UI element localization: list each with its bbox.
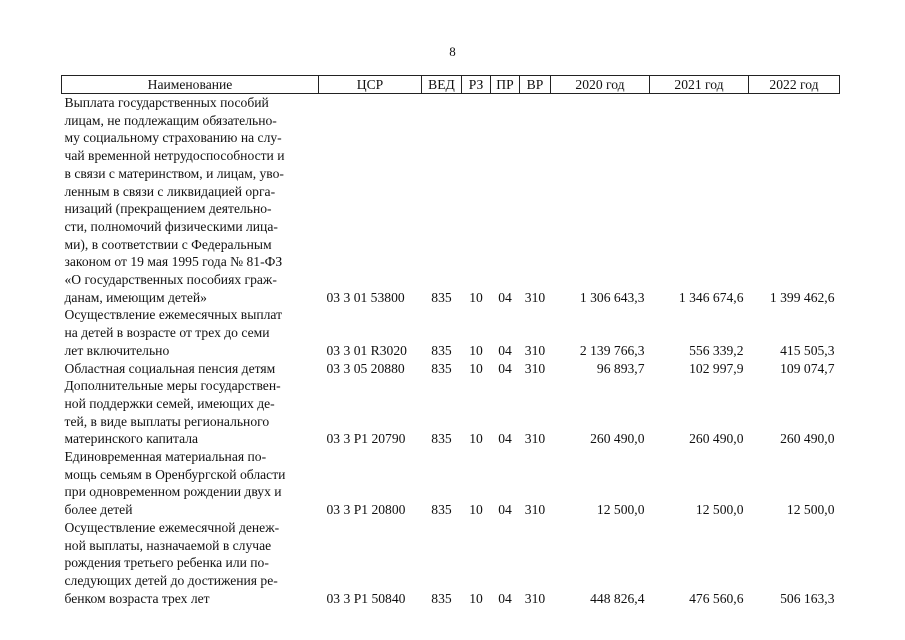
row-name xyxy=(62,306,319,359)
header-csr: ЦСР xyxy=(319,76,422,94)
row-value-2022: 506 163,3 xyxy=(780,590,835,606)
row-vr: 310 xyxy=(524,590,546,606)
table-row xyxy=(62,519,840,608)
table-row xyxy=(62,306,840,359)
header-2021: 2021 год xyxy=(650,76,749,94)
table-row xyxy=(62,377,840,448)
header-name: Наименование xyxy=(62,76,319,94)
row-value-2020: 448 826,4 xyxy=(590,590,645,606)
row-rz: 10 xyxy=(469,360,483,376)
row-name-line: низаций (прекращением деятельно- xyxy=(64,201,272,217)
table-body xyxy=(62,94,840,608)
row-value-2022: 109 074,7 xyxy=(780,360,835,376)
row-value-2020: 2 139 766,3 xyxy=(579,342,645,358)
row-name-line: Дополнительные меры государствен- xyxy=(64,378,281,394)
row-vr: 310 xyxy=(524,431,546,447)
row-csr: 03 3 01 53800 xyxy=(326,289,405,305)
row-name xyxy=(62,377,319,448)
header-2022: 2022 год xyxy=(749,76,840,94)
header-ved: ВЕД xyxy=(422,76,462,94)
row-name-line: при одновременном рождении двух и xyxy=(64,484,282,500)
budget-table xyxy=(61,75,840,607)
table-header xyxy=(62,76,840,94)
row-value-2022: 260 490,0 xyxy=(780,431,835,447)
row-rz: 10 xyxy=(469,289,483,305)
row-csr: 03 3 01 R3020 xyxy=(326,342,407,358)
row-value-2020: 260 490,0 xyxy=(590,431,645,447)
row-value-2020: 96 893,7 xyxy=(596,360,645,376)
row-vr: 310 xyxy=(524,342,546,358)
row-name-line: бенком возраста трех лет xyxy=(64,590,210,606)
row-name-line: Областная социальная пенсия детям xyxy=(64,360,276,376)
row-value-2021: 476 560,6 xyxy=(689,590,744,606)
table-row xyxy=(62,360,840,378)
row-value-2020: 1 306 643,3 xyxy=(579,289,645,305)
row-pr: 04 xyxy=(498,342,512,358)
row-name-line: ной поддержки семей, имеющих де- xyxy=(64,395,275,411)
row-name-line: мощь семьям в Оренбургской области xyxy=(64,466,286,482)
row-ved: 835 xyxy=(431,342,452,358)
row-name-line: следующих детей до достижения ре- xyxy=(64,572,278,588)
row-value-2021: 260 490,0 xyxy=(689,431,744,447)
row-value-2021: 1 346 674,6 xyxy=(678,289,744,305)
row-name-line: данам, имеющим детей» xyxy=(64,289,207,305)
row-name-line: Единовременная материальная по- xyxy=(64,449,267,465)
header-vr: ВР xyxy=(520,76,551,94)
header-rz: РЗ xyxy=(462,76,491,94)
row-value-2022: 415 505,3 xyxy=(780,342,835,358)
row-name-line: материнского капитала xyxy=(64,431,199,447)
row-vr: 310 xyxy=(524,502,546,518)
row-csr: 03 3 P1 20800 xyxy=(326,502,406,518)
row-value-2020: 12 500,0 xyxy=(596,502,645,518)
row-name xyxy=(62,448,319,519)
row-csr: 03 3 05 20880 xyxy=(326,360,405,376)
row-rz: 10 xyxy=(469,431,483,447)
row-ved: 835 xyxy=(431,289,452,305)
row-name xyxy=(62,519,319,608)
row-name xyxy=(62,94,319,307)
row-rz: 10 xyxy=(469,590,483,606)
row-value-2021: 556 339,2 xyxy=(689,342,744,358)
row-pr: 04 xyxy=(498,590,512,606)
row-name-line: лицам, не подлежащим обязательно- xyxy=(64,112,277,128)
row-rz: 10 xyxy=(469,502,483,518)
row-ved: 835 xyxy=(431,360,452,376)
row-name-line: рождения третьего ребенка или по- xyxy=(64,555,269,571)
row-name-line: в связи с материнством, и лицам, уво- xyxy=(64,165,284,181)
row-name-line: на детей в возрасте от трех до семи xyxy=(64,325,270,341)
row-ved: 835 xyxy=(431,502,452,518)
row-pr: 04 xyxy=(498,502,512,518)
row-name-line: лет включительно xyxy=(64,342,170,358)
row-csr: 03 3 P1 50840 xyxy=(326,590,406,606)
row-value-2021: 102 997,9 xyxy=(689,360,744,376)
row-rz: 10 xyxy=(469,342,483,358)
row-name-line: ленным в связи с ликвидацией орга- xyxy=(64,183,276,199)
row-value-2022: 12 500,0 xyxy=(786,502,835,518)
row-pr: 04 xyxy=(498,289,512,305)
row-vr: 310 xyxy=(524,289,546,305)
row-ved: 835 xyxy=(431,590,452,606)
row-name-line: Выплата государственных пособий xyxy=(64,95,269,110)
header-2020: 2020 год xyxy=(551,76,650,94)
row-value-2021: 12 500,0 xyxy=(695,502,744,518)
row-name-line: более детей xyxy=(64,502,133,518)
row-name-line: «О государственных пособиях граж- xyxy=(64,272,277,288)
row-name-line: Осуществление ежемесячной денеж- xyxy=(64,519,280,535)
row-pr: 04 xyxy=(498,431,512,447)
row-vr: 310 xyxy=(524,360,546,376)
header-pr: ПР xyxy=(491,76,520,94)
page-number: 8 xyxy=(449,44,456,59)
table-row xyxy=(62,448,840,519)
row-ved: 835 xyxy=(431,431,452,447)
row-name-line: сти, полномочий физическими лица- xyxy=(64,218,278,234)
row-name-line: му социальному страхованию на слу- xyxy=(64,130,282,146)
row-name-line: тей, в виде выплаты регионального xyxy=(64,413,270,429)
row-name-line: чай временной нетрудоспособности и xyxy=(64,148,285,164)
row-name-line: ной выплаты, назначаемой в случае xyxy=(64,537,272,553)
row-name-line: законом от 19 мая 1995 года № 81-ФЗ xyxy=(64,254,283,270)
row-pr: 04 xyxy=(498,360,512,376)
row-name-line: Осуществление ежемесячных выплат xyxy=(64,307,283,323)
row-name-line: ми), в соответствии с Федеральным xyxy=(64,236,272,252)
row-value-2022: 1 399 462,6 xyxy=(769,289,835,305)
table-row xyxy=(62,94,840,307)
row-csr: 03 3 P1 20790 xyxy=(326,431,406,447)
row-name xyxy=(62,360,319,378)
